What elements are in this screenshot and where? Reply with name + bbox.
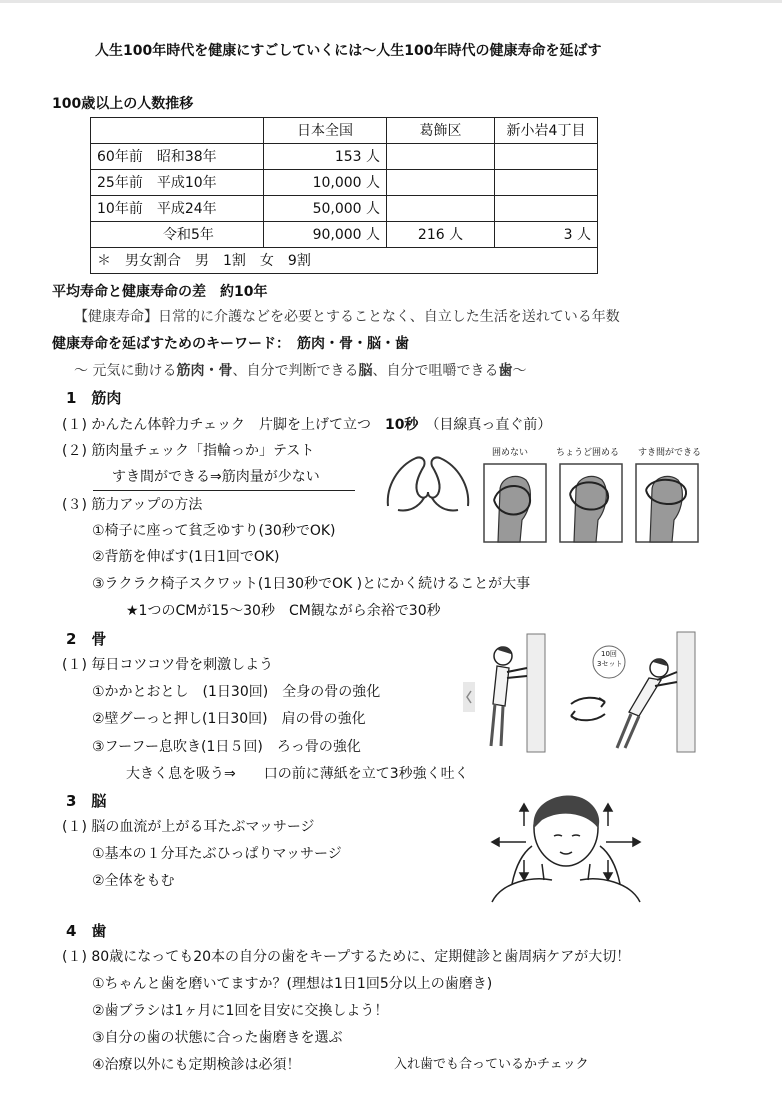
kw-text: 〜 bbox=[512, 363, 527, 379]
population-table bbox=[90, 117, 598, 274]
table-header-cell bbox=[91, 118, 264, 144]
japan-count: 10,000 人 bbox=[264, 170, 387, 196]
life-gap-heading: 平均寿命と健康寿命の差 約10年 bbox=[52, 284, 268, 300]
brain-line-3: ②全体をもむ bbox=[92, 873, 175, 889]
kw-bold: 脳 bbox=[358, 363, 373, 379]
table-header-cell: 日本全国 bbox=[264, 118, 387, 144]
katsushika-count: 216 人 bbox=[387, 222, 495, 248]
nav-left-tab bbox=[463, 682, 475, 712]
teeth-line-3: ②歯ブラシは1ヶ月に1回を目安に交換しよう！ bbox=[92, 1003, 389, 1019]
population-heading: 100歳以上の人数推移 bbox=[52, 96, 194, 112]
keyword-heading: 健康寿命を延ばすためのキーワード： 筋肉・骨・脳・歯 bbox=[52, 336, 409, 352]
table-row bbox=[91, 196, 598, 222]
teeth-line-4: ③自分の歯の状態に合った歯磨きを選ぶ bbox=[92, 1030, 343, 1046]
muscle-line-3: すき間ができる⇒筋肉量が少ない bbox=[112, 469, 320, 485]
muscle-line-8: ★1つのCMが15〜30秒 CM観ながら余裕で30秒 bbox=[126, 603, 441, 619]
section-muscle-heading: 1 筋肉 bbox=[66, 389, 122, 407]
muscle-line-2: (２) 筋肉量チェック「指輪っか」テスト bbox=[62, 443, 315, 459]
healthy-life-definition: 【健康寿命】日常的に介護などを必要とすることなく、自立した生活を送れている年数 bbox=[74, 309, 620, 325]
bone-line-5: 大きく息を吸う⇒ 口の前に薄紙を立て3秒強く吐く bbox=[126, 766, 469, 782]
brain-line-2: ①基本の１分耳たぶひっぱりマッサージ bbox=[92, 846, 342, 862]
kw-text: 、自分で咀嚼できる bbox=[372, 363, 499, 379]
katsushika-count bbox=[387, 170, 495, 196]
table-note-row bbox=[91, 248, 598, 274]
gender-ratio-note: ＊ 男女割合 男 1割 女 9割 bbox=[91, 248, 598, 274]
wall-push-figures bbox=[463, 628, 703, 754]
section-bone-heading: 2 骨 bbox=[66, 630, 107, 648]
finger-ring-illustration bbox=[378, 446, 478, 516]
calf-label: 囲めない bbox=[492, 448, 529, 458]
row-label: 25年前 平成10年 bbox=[91, 170, 264, 196]
bone-line-1: (１) 毎日コツコツ骨を刺激しよう bbox=[62, 657, 274, 673]
row-label-text: 令和5年 bbox=[163, 226, 214, 243]
kw-bold: 歯 bbox=[498, 363, 513, 379]
kw-text: 〜 元気に動ける bbox=[74, 363, 177, 379]
table-row bbox=[91, 170, 598, 196]
teeth-line-2: ①ちゃんと歯を磨いてますか？(理想は1日1回5分以上の歯磨き) bbox=[92, 976, 493, 992]
kw-bold: 筋肉・骨 bbox=[176, 363, 233, 379]
row-label: 10年前 平成24年 bbox=[91, 196, 264, 222]
kw-text: 、自分で判断できる bbox=[232, 363, 359, 379]
muscle-line-5: ①椅子に座って貧乏ゆすり(30秒でOK) bbox=[92, 523, 336, 539]
japan-count: 153 人 bbox=[264, 144, 387, 170]
table-header-cell: 新小岩4丁目 bbox=[495, 118, 598, 144]
badge-text: 10回 bbox=[601, 650, 617, 658]
calf-label: ちょうど囲める bbox=[556, 448, 620, 458]
page-title: 人生100年時代を健康にすごしていくには〜人生100年時代の健康寿命を延ばす bbox=[95, 43, 602, 59]
teeth-line-5: ④治療以外にも定期検診は必須！ bbox=[92, 1057, 301, 1073]
bone-line-2: ①かかとおとし (1日30回) 全身の骨の強化 bbox=[92, 684, 381, 700]
shinkoiwa-count bbox=[495, 196, 598, 222]
keyword-subtitle bbox=[74, 362, 526, 380]
japan-count: 90,000 人 bbox=[264, 222, 387, 248]
muscle-line-6: ②背筋を伸ばす(1日1回でOK) bbox=[92, 549, 280, 565]
table-header-cell: 葛飾区 bbox=[387, 118, 495, 144]
section-brain-heading: 3 脳 bbox=[66, 792, 107, 810]
shinkoiwa-count bbox=[495, 144, 598, 170]
row-label bbox=[91, 222, 264, 248]
japan-count: 50,000 人 bbox=[264, 196, 387, 222]
katsushika-count bbox=[387, 196, 495, 222]
top-border bbox=[0, 0, 782, 3]
calf-test-figures bbox=[470, 446, 702, 546]
muscle-line-1 bbox=[62, 416, 551, 434]
shinkoiwa-count: 3 人 bbox=[495, 222, 598, 248]
line-text: (１) かんたん体幹力チェック 片脚を上げて立つ bbox=[62, 417, 371, 433]
table-row bbox=[91, 222, 598, 248]
underline bbox=[93, 490, 355, 491]
ear-massage-illustration bbox=[472, 784, 662, 904]
teeth-line-1: (１) 80歳になっても20本の自分の歯をキープするために、定期健診と歯周病ケアが大切！ bbox=[62, 949, 631, 965]
row-label: 60年前 昭和38年 bbox=[91, 144, 264, 170]
calf-label: すき間ができる bbox=[638, 448, 702, 458]
wall-push-illustration bbox=[463, 628, 703, 754]
teeth-line-5-note: 入れ歯でも合っているかチェック bbox=[394, 1057, 589, 1072]
badge-text: 3セット bbox=[597, 660, 623, 668]
brain-line-1: (１) 脳の血流が上がる耳たぶマッサージ bbox=[62, 819, 315, 835]
bone-line-4: ③フーフー息吹き(1日５回) ろっ骨の強化 bbox=[92, 739, 361, 755]
shinkoiwa-count bbox=[495, 170, 598, 196]
table-header-row bbox=[91, 118, 598, 144]
muscle-line-7: ③ラクラク椅子スクワット(1日30秒でOK )とにかく続けることが大事 bbox=[92, 576, 531, 592]
bone-line-3: ②壁グーっと押し(1日30回) 肩の骨の強化 bbox=[92, 711, 366, 727]
muscle-line-4: (３) 筋力アップの方法 bbox=[62, 497, 203, 513]
table-row bbox=[91, 144, 598, 170]
calf-panels bbox=[470, 460, 702, 546]
line-text: （目線真っ直ぐ前） bbox=[432, 417, 552, 433]
section-teeth-heading: 4 歯 bbox=[66, 922, 107, 940]
katsushika-count bbox=[387, 144, 495, 170]
line-bold: 10秒 bbox=[384, 417, 419, 433]
